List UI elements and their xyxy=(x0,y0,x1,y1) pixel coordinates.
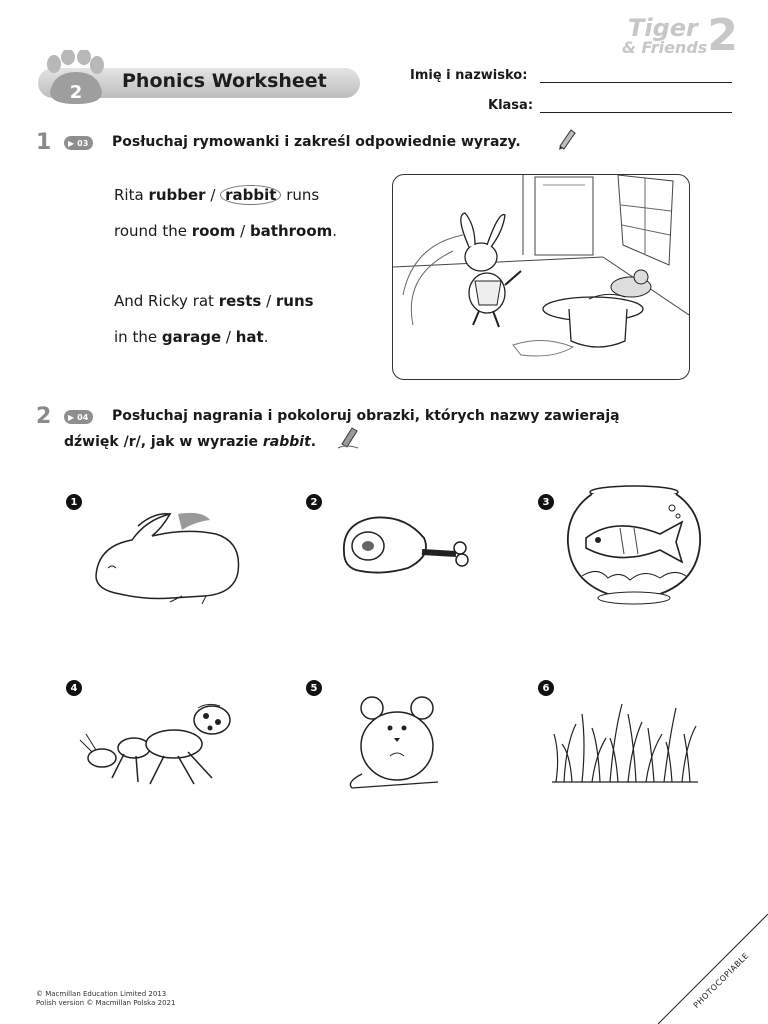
item-1-badge: 1 xyxy=(66,494,82,510)
class-field[interactable] xyxy=(540,112,732,113)
photocopiable-corner xyxy=(658,914,768,1024)
rhyme-line-3: And Ricky rat rests / runs xyxy=(114,292,314,310)
rhyme-line-2: round the room / bathroom. xyxy=(114,222,338,240)
name-field[interactable] xyxy=(540,82,732,83)
item-3-badge: 3 xyxy=(538,494,554,510)
exercise-1-number: 1 xyxy=(36,130,52,155)
rhyme-line-4: in the garage / hat. xyxy=(114,328,269,346)
speaker-icon: ▶ xyxy=(68,412,75,422)
fishbowl-icon xyxy=(564,482,706,610)
copyright-line-2: Polish version © Macmillan Polska 2021 xyxy=(36,999,176,1007)
page-title: Phonics Worksheet xyxy=(122,70,327,92)
unit-number: 2 xyxy=(69,82,83,103)
photocopiable-label: PHOTOCOPIABLE xyxy=(691,951,751,1010)
option-garage[interactable]: garage xyxy=(161,328,222,346)
exercise-2-instruction-line-1: Posłuchaj nagrania i pokoloruj obrazki, których nazwy zawierają xyxy=(112,408,620,424)
audio-track-04[interactable]: ▶ 04 xyxy=(64,410,93,424)
speaker-icon: ▶ xyxy=(68,138,75,148)
tiger-friends-logo: Tiger & Friends 2 xyxy=(622,10,738,61)
crayon-icon xyxy=(336,424,360,450)
item-4-badge: 4 xyxy=(66,680,82,696)
room-scene-icon xyxy=(393,175,689,379)
option-rubber[interactable]: rubber xyxy=(148,186,206,204)
item-5-badge: 5 xyxy=(306,680,322,696)
option-rests[interactable]: rests xyxy=(218,292,262,310)
option-bathroom[interactable]: bathroom xyxy=(249,222,333,240)
pencil-icon xyxy=(556,126,578,150)
exercise-2-number: 2 xyxy=(36,404,52,429)
item-6-badge: 6 xyxy=(538,680,554,696)
option-runs[interactable]: runs xyxy=(275,292,314,310)
exercise-1-instruction: Posłuchaj rymowanki i zakreśl odpowiednie wyrazy. xyxy=(112,134,521,150)
name-label: Imię i nazwisko: xyxy=(410,68,528,83)
grass-icon xyxy=(552,694,700,786)
copyright-line-1: © Macmillan Education Limited 2013 xyxy=(36,990,167,998)
ant-ladybird-icon xyxy=(78,700,238,792)
option-room[interactable]: room xyxy=(191,222,236,240)
class-label: Klasa: xyxy=(488,98,534,113)
option-rabbit-circled[interactable]: rabbit xyxy=(220,185,281,205)
audio-track-03[interactable]: ▶ 03 xyxy=(64,136,93,150)
mouse-icon xyxy=(342,694,450,794)
rabbit-rat-illustration xyxy=(392,174,690,380)
exercise-2-instruction-line-2: dźwięk /r/, jak w wyrazie rabbit. xyxy=(64,434,317,450)
option-hat[interactable]: hat xyxy=(235,328,264,346)
rabbit-icon xyxy=(86,506,252,606)
rhyme-line-1: Rita rubber / rabbit runs xyxy=(114,186,320,204)
ham-icon xyxy=(338,512,476,578)
item-2-badge: 2 xyxy=(306,494,322,510)
